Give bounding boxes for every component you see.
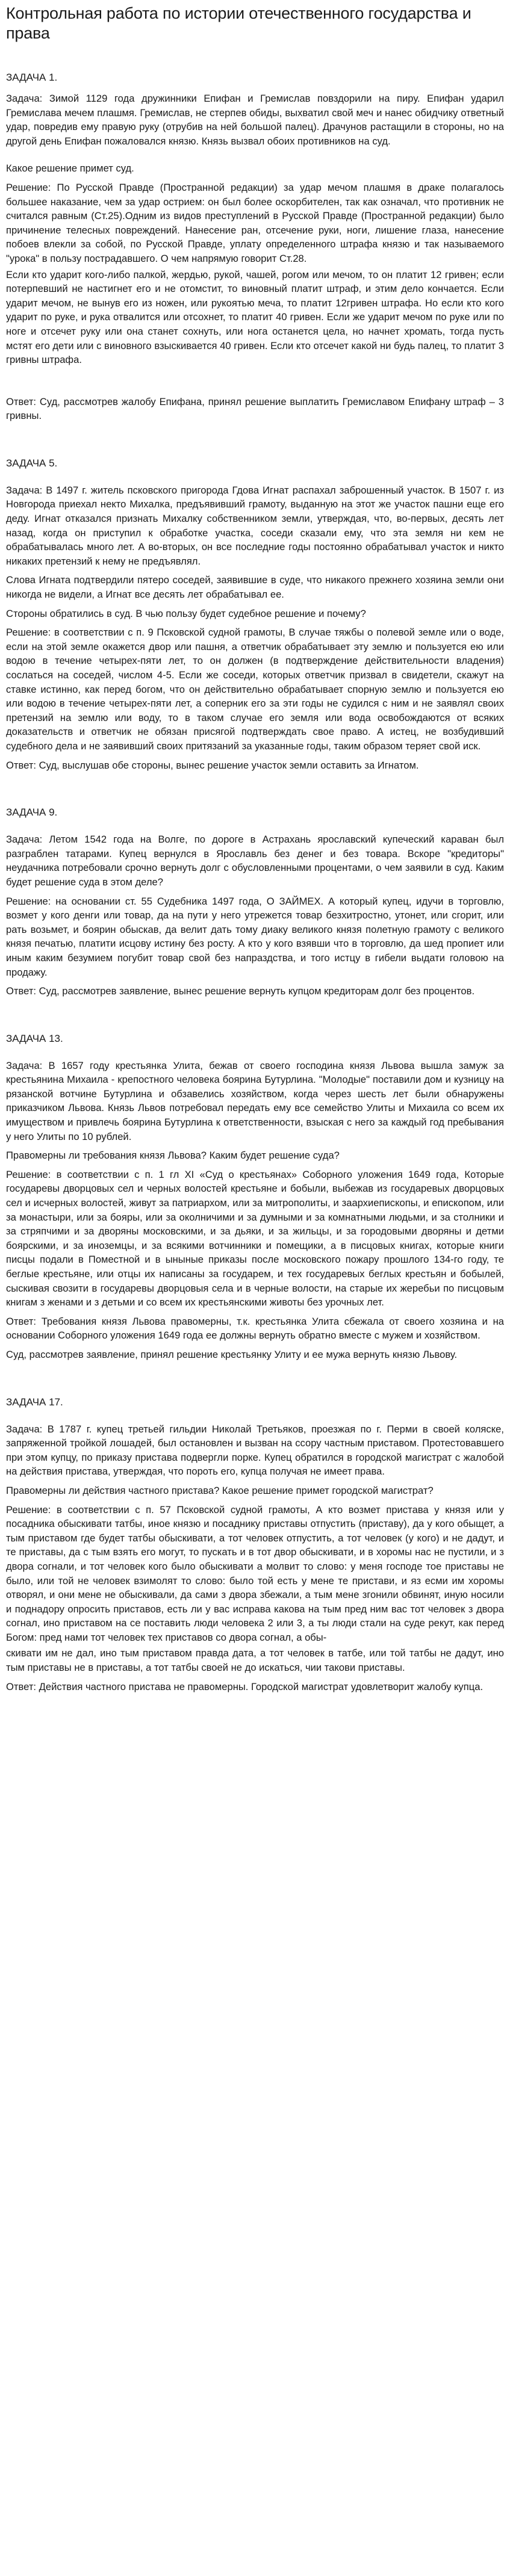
task-answer: Ответ: Суд, выслушав обе стороны, вынес решение участок земли оставить за Игнатом. (6, 759, 419, 771)
task-solution: Решение: в соответствии с п. 9 Псковской судной грамоты, В случае тяжбы о полевой земле или о воде, если на этой земле окажется двор или пашня, а ответчик обрабатывает эту землю и пользуется ею или водою в течение четырех-пяти лет, то он должен (в подтверждение действительности владения) сослаться на соседей, числом 4-5. Если же соседи, которых ответчик призвал в свидетели, скажут на ставке истинно, как перед богом, что он действительно обрабатывает спорную землю и пользуется ею или водою в течение четырех-пяти лет, а соперник его за эти годы не судился с ним и не заявлял своих претензий на землю или воду, то в таком случае его земля или вода освобождаются от всяких доказательств и ответчик не обязан присягой подтверждать свое право. А истец, не возбудивший судебного дела и не заявивший своих притязаний за указанные годы, таким образом теряет свой иск. (6, 627, 504, 752)
task-heading: ЗАДАЧА 17. (6, 1396, 63, 1408)
task-solution: Решение: на основании ст. 55 Судебника 1497 года, О ЗАЙМЕХ. А который купец, идучи в торговлю, возмет у кого денги или товар, да на пути у него утрежется товар безхитростно, утонет, или сгорит, или рать возьмет, и боярин обыскав, да велит дать тому диаку великого князя полетную грамоту с великого князя печатью, платити исцову истину без росту. А кто у кого взявши что в торговлю, да шед пропиет или иным каким безумием погубит товар свой без напраздства, и того истцу в гибели выдати головою на продажу. (6, 895, 504, 978)
task-question: Какое решение примет суд. (6, 163, 134, 175)
task-statement: Задача: Летом 1542 года на Волге, по дороге в Астрахань ярославский купеческий караван был разграблен татарами. Купец вернулся в Ярославль без денег и без товара. Вскоре "кредиторы" неудачника потребовали срочно вернуть долг с обусловленными процентами, о чем заявили в суд. Каким будет решение суда в этом деле? (6, 834, 504, 888)
task-solution: Решение: в соответствии с п. 57 Псковской судной грамоты, А кто возмет пристава у князя или у посадника обыскивати татбы, иное князю и посаднику приставы отпустить (приставу), да у кого обыщет, а тым приставом где будет татбы обыскивати, а тот человек отпустить, а тот человек (у кого) и не дадут, и те приставы, да с тым взять его могут, то пускать и в тот двор обыскивати, и в хоромы нас не пустили, и з двора согнали, и тот человек кого было обыскивати а молвит то слово: у меня господе тое приставы не было, или той не человек взимолят то слово: было той есть у мене те пристави, и яз есми им хоромы отворял, и они мене не обыскивали, да сами з двора збежали, а тым мене згонили обвинят, иную носили и поднадору опросить приставов, есть ли у вас исправа какова на тым пред ним вас тот человек з двора согнал, ино приставом на се поставить люди человека 2 или 3, а ты люди стали на суде рекут, как перед Богом: пред нами тот человек тех приставов со двора согнал, а обы- (6, 1503, 504, 1643)
task-statement-continued: Слова Игната подтвердили пятеро соседей, заявившие в суде, что никакого прежнего хозяина земли они никогда не видели, а Игнат все десять лет обрабатывал ее. (6, 574, 504, 601)
document-title: Контрольная работа по истории отечественного государства и права (6, 4, 471, 42)
task-5 (6, 457, 504, 772)
task-decision: Суд, рассмотрев заявление, принял решение крестьянку Улиту и ее мужа вернуть князю Львову. (6, 1348, 458, 1360)
task-question: Правомерны ли действия частного пристава? Какое решение примет городской магистрат? (6, 1484, 434, 1496)
task-statement: Задача: В 1497 г. житель псковского пригорода Гдова Игнат распахал заброшенный участок. В 1507 г. из Новгорода приехал некто Михалка, предъявивший грамоту, выданную на этот же участок пашни еще его деду. Игнат отказался признать Михалку собственником земли, утверждая, что, во-первых, десять лет назад, когда он приступил к обработке участка, соседи сказали ему, что эта земля ни кем не обрабатывалась много лет. А во-вторых, он все последние годы постоянно обрабатывал участок и никто никаких претензий к нему не предъявлял. (6, 484, 504, 567)
task-solution-continued: Если кто ударит кого-либо палкой, жердью, рукой, чашей, рогом или мечом, то он платит 12 гривен; если потерпевший не настигнет его и не отомстит, то виновный платит штраф, и этим дело кончается. Если ударит мечом, не вынув его из ножен, или рукоятью меча, то платит 12гривен штрафа. Но если кто кого ударит по руке, и рука отвалится или отсохнет, то платит 40 гривен. Если же ударит мечом по руке или по ноге и отсечет руку или она станет сохнуть, или нога останется цела, но начнет хромать, тогда пусть мстят его дети или с виновного взыскивается 40 гривен. Если кто отсечет какой ни будь палец, то платит 3 гривны штрафа. (6, 268, 504, 366)
task-question: Стороны обратились в суд. В чью пользу будет судебное решение и почему? (6, 607, 366, 619)
task-heading: ЗАДАЧА 5. (6, 457, 58, 469)
task-heading: ЗАДАЧА 13. (6, 1032, 63, 1044)
task-9 (6, 806, 504, 999)
task-13 (6, 1032, 504, 1362)
task-statement: Задача: В 1787 г. купец третьей гильдии Николай Третьяков, проезжая по г. Перми в своей коляске, запряженной тройкой лошадей, был остановлен и вызван на ссору частным приставом. Протестовавшего при этом купцу, по приказу пристава подвергли порке. Купец обратился в городской магистрат с жалобой на действия пристава, утверждая, что пороть его, купца получая не имеет права. (6, 1423, 504, 1478)
task-1 (6, 71, 504, 423)
task-heading: ЗАДАЧА 1. (6, 72, 58, 83)
task-solution-continued: скивати им не дал, ино тым приставом правда дата, а тот человек в татбе, или той татбы не дадут, ино тым приставы не в приставы, а тот татбы своей не до искаться, чии такови приставы. (6, 1647, 504, 1674)
task-answer: Ответ: Требования князя Львова правомерны, т.к. крестьянка Улита сбежала от своего хозяина и на основании Соборного уложения 1649 года ее должны вернуть обратно вместе с мужем и хозяйством. (6, 1315, 504, 1342)
task-answer: Ответ: Суд, рассмотрев заявление, вынес решение вернуть купцом кредиторам долг без процентов. (6, 985, 475, 997)
task-statement: Задача: В 1657 году крестьянка Улита, бежав от своего господина князя Львова вышла замуж за крестьянина Михаила - крепостного человека боярина Бутурлина. "Молодые" поставили дом и кузницу на рязанской вотчине Бутурлина и обзавелись хозяйством, когда через шесть лет были обнаружены приказчиком Львова. Князь Львов потребовал передать ему все семейство Улиты и Михаила со всем их имуществом и привлечь боярина Бутурлина к ответственности, взыская с него за каждый год пребывания у него Улиты по 10 рублей. (6, 1059, 504, 1142)
task-solution: Решение: в соответствии с п. 1 гл XI «Суд о крестьянах» Соборного уложения 1649 года, Которые государевы дворцовых сел и черных волостей крестьяне и бобыли, выбежав из государевых дворцовых сел и исчерных волостей, живут за патриархом, или за митрополиты, и заархиепископы, и епископом, или за монастыри, или за бояры, или за околничими и за думными и за комнатными людьми, и за столники и за стряпчими и за дворяны московскими, и за дьяки, и за жильцы, и за городовыми дворяны и детми боярскими, и за иноземцы, и за всякими вотчинники и помещики, а в писцовых книгах, которые книги писцы подали в Поместной и в ыныные приказы после московского пожару прошлого 134-го году, те беглые крестьяне, или отцы их написаны за государем, и тех государевых беглых крестьян и бобылей, сыскивая свозити в государевы дворцовыя села и в черные волости, на старые их жеребьи по писцовым книгам з женами и з детьми и со всем их крестьянскими животы без урочных лет. (6, 1168, 504, 1308)
task-17 (6, 1396, 504, 1694)
task-answer: Ответ: Действия частного пристава не правомерны. Городской магистрат удовлетворит жалобу купца. (6, 1680, 484, 1692)
task-answer: Ответ: Суд, рассмотрев жалобу Епифана, принял решение выплатить Гремиславом Епифану штраф – 3 гривны. (6, 395, 504, 422)
task-heading: ЗАДАЧА 9. (6, 807, 58, 819)
task-solution: Решение: По Русской Правде (Пространной редакции) за удар мечом плашмя в драке полагалось большее наказание, чем за удар острием: он был более оскорбителен, так как означал, что противник не считался равным (Ст.25).Одним из видов преступлений в Русской Правде (Пространной редакции) было причинение телесных повреждений. Нанесение ран, отсечение руки, ноги, лишение глаза, нанесение побоев влекли за собой, по Русской Правде, уплату определенного штрафа князю и так называемого "урока" в пользу пострадавшего. О чем напрямую говорит Ст.28. (6, 181, 504, 264)
task-question: Правомерны ли требования князя Львова? Каким будет решение суда? (6, 1150, 340, 1162)
task-statement: Задача: Зимой 1129 года дружинники Епифан и Гремислав повздорили на пиру. Епифан ударил Гремислава мечем плашмя. Гремислав, не стерпев обиды, выхватил свой меч и нанес обидчику ответный удар, повредив ему правую руку (отрубив на ней большой палец). Драчунов растащили в стороны, но на другой день Епифан пожаловался князю. Князь вызвал обоих противников на суд. (6, 93, 504, 147)
